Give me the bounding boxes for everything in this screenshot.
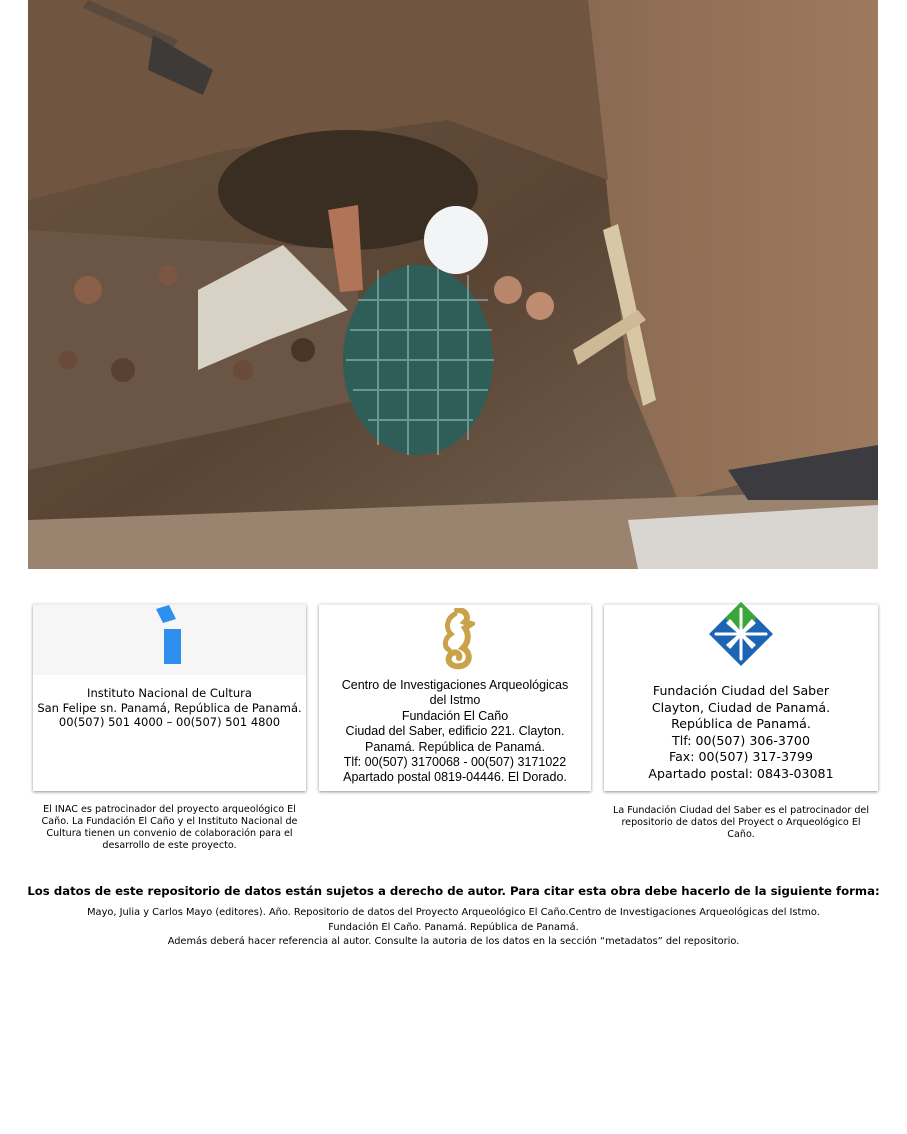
citation xyxy=(0,906,907,950)
saber-note-line: Caño. xyxy=(727,829,755,840)
cia-phones: Tlf: 00(507) 3170068 - 00(507) 3171022 xyxy=(343,755,567,770)
copyright-title: Los datos de este repositorio de datos están sujetos a derecho de autor. Para citar esta obra debe hacerlo de la siguiente forma: xyxy=(27,884,880,898)
inac-logo xyxy=(155,605,185,671)
cia-name-line-1: Centro de Investigaciones Arqueológicas xyxy=(341,678,569,692)
inac-card xyxy=(33,604,306,791)
saber-note-line: repositorio de datos del Proyect o Arqueológico El xyxy=(621,817,861,828)
inac-address: San Felipe sn. Panamá, República de Panamá. xyxy=(37,700,302,715)
inac-note-line: Caño. La Fundación El Caño y el Instituto Nacional de xyxy=(41,816,298,827)
inac-name: Instituto Nacional de Cultura xyxy=(87,686,252,700)
inac-note xyxy=(33,804,306,852)
ciudad-del-saber-logo xyxy=(708,601,774,671)
inac-info xyxy=(33,686,306,730)
cia-country: Panamá. República de Panamá. xyxy=(365,739,545,754)
citation-line: Mayo, Julia y Carlos Mayo (editores). Año. Repositorio de datos del Proyecto Arqueológico El Caño.Centro de Investigaciones Arqueológicas del Istmo. xyxy=(87,907,820,918)
saber-phone: Tlf: 00(507) 306-3700 xyxy=(672,732,810,748)
saber-info xyxy=(604,683,878,782)
saber-address: Clayton, Ciudad de Panamá. xyxy=(651,699,831,715)
saber-note xyxy=(604,805,878,841)
inac-note-line: Cultura tienen un convenio de colaboración para el xyxy=(46,828,293,839)
fundacion-el-cano-card xyxy=(319,604,591,791)
inac-note-line: desarrollo de este proyecto. xyxy=(102,840,237,851)
saber-country: República de Panamá. xyxy=(671,716,811,731)
cia-postal: Apartado postal 0819-04446. El Dorado. xyxy=(343,770,567,785)
cia-info xyxy=(319,678,591,786)
saber-note-line: La Fundación Ciudad del Saber es el patrocinador del xyxy=(613,805,869,816)
saber-postal: Apartado postal: 0843-03081 xyxy=(648,765,834,781)
cia-name-line-2: del Istmo xyxy=(429,693,481,708)
ciudad-del-saber-card xyxy=(604,604,878,791)
saber-fax: Fax: 00(507) 317-3799 xyxy=(668,749,814,764)
citation-line: Además deberá hacer referencia al autor. Consulte la autoria de los datos en la sección “metadatos” del repositorio. xyxy=(167,936,740,947)
citation-line: Fundación El Caño. Panamá. República de Panamá. xyxy=(328,921,579,933)
seahorse-logo xyxy=(435,608,475,674)
cia-foundation: Fundación El Caño xyxy=(401,708,509,723)
inac-phones: 00(507) 501 4000 – 00(507) 501 4800 xyxy=(58,715,281,729)
saber-name: Fundación Ciudad del Saber xyxy=(652,683,830,698)
cia-address: Ciudad del Saber, edificio 221. Clayton. xyxy=(345,724,565,739)
excavation-photo xyxy=(28,0,878,569)
inac-note-line: El INAC es patrocinador del proyecto arqueológico El xyxy=(43,804,296,815)
